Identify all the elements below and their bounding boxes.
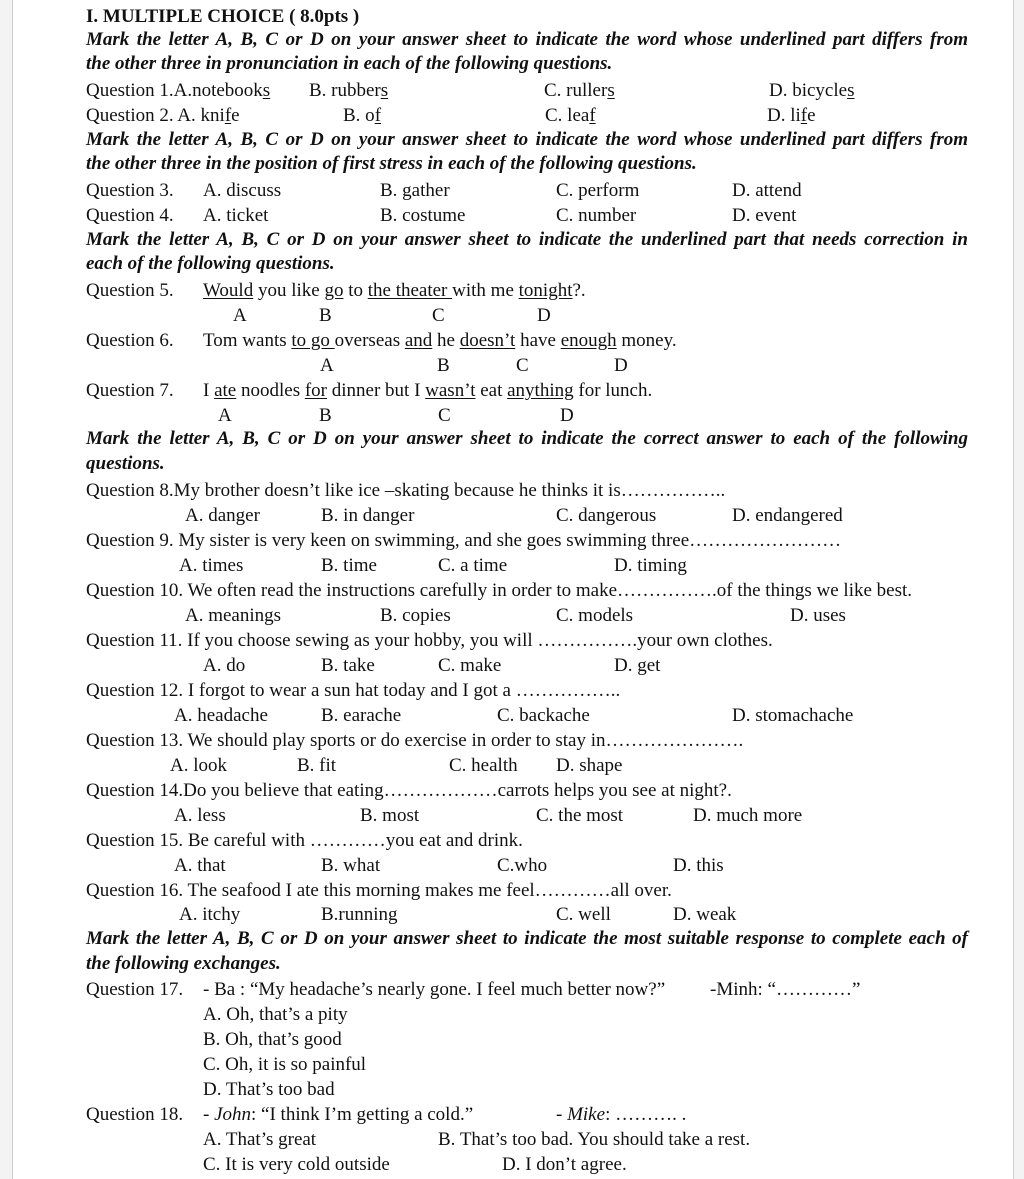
- q6-label-c: C: [516, 355, 529, 376]
- q11-option-b: B. take: [321, 655, 375, 676]
- q4-option-c: C. number: [556, 205, 637, 226]
- q7-label-c: C: [438, 405, 451, 426]
- q17-minh-line: -Minh: “…………”: [710, 979, 861, 1000]
- instruction-4-line-1: Mark the letter A, B, C or D on your answer sheet to indicate the correct answer to each of the following: [86, 428, 968, 449]
- q10-option-a: A. meanings: [185, 605, 282, 626]
- q5-label-a: A: [233, 305, 247, 326]
- q13-option-b: B. fit: [297, 755, 337, 776]
- q3-option-b: B. gather: [380, 180, 450, 201]
- q18-mike-line: - Mike: ………. .: [556, 1104, 687, 1125]
- q2-option-a: Question 2. A. knife: [86, 105, 240, 126]
- instruction-1-line-2: the other three in pronunciation in each of the following questions.: [86, 53, 613, 74]
- q15-option-a: A. that: [174, 855, 226, 876]
- q18-john-line: - John: “I think I’m getting a cold.”: [203, 1104, 474, 1125]
- instruction-2-line-2: the other three in the position of first stress in each of the following questions.: [86, 153, 697, 174]
- q11-option-c: C. make: [438, 655, 502, 676]
- q12-option-d: D. stomachache: [732, 705, 854, 726]
- q1-option-b: B. rubbers: [309, 80, 389, 101]
- q17-option-b: B. Oh, that’s good: [203, 1029, 342, 1050]
- instruction-1-line-1: Mark the letter A, B, C or D on your answer sheet to indicate the word whose underlined part differs from: [86, 29, 968, 50]
- q10-option-b: B. copies: [380, 605, 451, 626]
- q6-number: Question 6.: [86, 330, 174, 351]
- q8-option-a: A. danger: [185, 505, 260, 526]
- q13-option-d: D. shape: [556, 755, 623, 776]
- instruction-3-line-2: each of the following questions.: [86, 253, 335, 274]
- q12-option-b: B. earache: [321, 705, 402, 726]
- q1-option-d: D. bicycles: [769, 80, 855, 101]
- q3-option-d: D. attend: [732, 180, 802, 201]
- q14-option-c: C. the most: [536, 805, 624, 826]
- instruction-3-line-1: Mark the letter A, B, C or D on your answer sheet to indicate the underlined part that needs correction in: [86, 229, 968, 250]
- q9-option-b: B. time: [321, 555, 377, 576]
- q18-option-c: C. It is very cold outside: [203, 1154, 390, 1175]
- q4-option-d: D. event: [732, 205, 797, 226]
- worksheet-page: [12, 0, 1014, 1179]
- q18-option-a: A. That’s great: [203, 1129, 317, 1150]
- q4-option-a: A. ticket: [203, 205, 269, 226]
- q7-label-d: D: [560, 405, 574, 426]
- q18-option-b: B. That’s too bad. You should take a rest.: [438, 1129, 751, 1150]
- q7-sentence: I ate noodles for dinner but I wasn’t eat anything for lunch.: [203, 380, 653, 401]
- q12-option-a: A. headache: [174, 705, 268, 726]
- q17-option-a: A. Oh, that’s a pity: [203, 1004, 348, 1025]
- q2-option-d: D. life: [767, 105, 816, 126]
- q18-number: Question 18.: [86, 1104, 184, 1125]
- q14-option-d: D. much more: [693, 805, 803, 826]
- q8-option-c: C. dangerous: [556, 505, 657, 526]
- q17-option-d: D. That’s too bad: [203, 1079, 335, 1100]
- q14-option-b: B. most: [360, 805, 420, 826]
- q10-option-d: D. uses: [790, 605, 846, 626]
- q9-option-c: C. a time: [438, 555, 508, 576]
- q6-label-a: A: [320, 355, 334, 376]
- q5-label-d: D: [537, 305, 551, 326]
- q9-option-d: D. timing: [614, 555, 687, 576]
- q9-option-a: A. times: [179, 555, 244, 576]
- q18-option-d: D. I don’t agree.: [502, 1154, 627, 1175]
- q9-stem: Question 9. My sister is very keen on swimming, and she goes swimming three……………………: [86, 530, 842, 551]
- q6-sentence: Tom wants to go overseas and he doesn’t have enough money.: [203, 330, 677, 351]
- q2-option-c: C. leaf: [545, 105, 596, 126]
- q17-option-c: C. Oh, it is so painful: [203, 1054, 367, 1075]
- q3-option-a: A. discuss: [203, 180, 282, 201]
- q8-stem: Question 8.My brother doesn’t like ice –skating because he thinks it is……………..: [86, 480, 726, 501]
- q1-option-a: Question 1.A.notebooks: [86, 80, 271, 101]
- q11-option-a: A. do: [203, 655, 246, 676]
- q14-option-a: A. less: [174, 805, 226, 826]
- q10-option-c: C. models: [556, 605, 634, 626]
- q11-stem: Question 11. If you choose sewing as your hobby, you will …………….your own clothes.: [86, 630, 773, 651]
- instruction-2-line-1: Mark the letter A, B, C or D on your answer sheet to indicate the word whose underlined part differs from: [86, 129, 968, 150]
- q2-option-b: B. of: [343, 105, 382, 126]
- q13-option-c: C. health: [449, 755, 518, 776]
- instruction-5-line-2: the following exchanges.: [86, 953, 281, 974]
- q5-label-c: C: [432, 305, 445, 326]
- q16-option-d: D. weak: [673, 904, 737, 925]
- q7-number: Question 7.: [86, 380, 174, 401]
- q12-option-c: C. backache: [497, 705, 590, 726]
- q14-stem: Question 14.Do you believe that eating………………carrots helps you see at night?.: [86, 780, 732, 801]
- q11-option-d: D. get: [614, 655, 661, 676]
- q6-label-b: B: [437, 355, 450, 376]
- q5-label-b: B: [319, 305, 332, 326]
- q16-option-a: A. itchy: [179, 904, 241, 925]
- q15-option-b: B. what: [321, 855, 381, 876]
- q5-sentence: Would you like go to the theater with me tonight?.: [203, 280, 586, 301]
- section-title: I. MULTIPLE CHOICE ( 8.0pts ): [86, 6, 360, 27]
- q5-number: Question 5.: [86, 280, 174, 301]
- q16-option-c: C. well: [556, 904, 611, 925]
- q15-option-c: C.who: [497, 855, 548, 876]
- q6-label-d: D: [614, 355, 628, 376]
- q13-option-a: A. look: [170, 755, 227, 776]
- q16-stem: Question 16. The seafood I ate this morning makes me feel…………all over.: [86, 880, 672, 901]
- q4-number: Question 4.: [86, 205, 174, 226]
- q7-label-a: A: [218, 405, 232, 426]
- q17-number: Question 17.: [86, 979, 184, 1000]
- q13-stem: Question 13. We should play sports or do exercise in order to stay in………………….: [86, 730, 744, 751]
- q3-number: Question 3.: [86, 180, 174, 201]
- q15-stem: Question 15. Be careful with …………you eat and drink.: [86, 830, 523, 851]
- q1-option-c: C. rullers: [544, 80, 615, 101]
- q15-option-d: D. this: [673, 855, 724, 876]
- q17-ba-line: - Ba : “My headache’s nearly gone. I feel much better now?”: [203, 979, 666, 1000]
- q10-stem: Question 10. We often read the instructions carefully in order to make…………….of the things we like best.: [86, 580, 913, 601]
- q3-option-c: C. perform: [556, 180, 640, 201]
- q7-label-b: B: [319, 405, 332, 426]
- q8-option-d: D. endangered: [732, 505, 843, 526]
- instruction-4-line-2: questions.: [86, 453, 165, 474]
- q12-stem: Question 12. I forgot to wear a sun hat today and I got a ……………..: [86, 680, 621, 701]
- instruction-5-line-1: Mark the letter A, B, C or D on your answer sheet to indicate the most suitable response to complete each of: [86, 928, 968, 949]
- q4-option-b: B. costume: [380, 205, 466, 226]
- q16-option-b: B.running: [321, 904, 398, 925]
- q8-option-b: B. in danger: [321, 505, 415, 526]
